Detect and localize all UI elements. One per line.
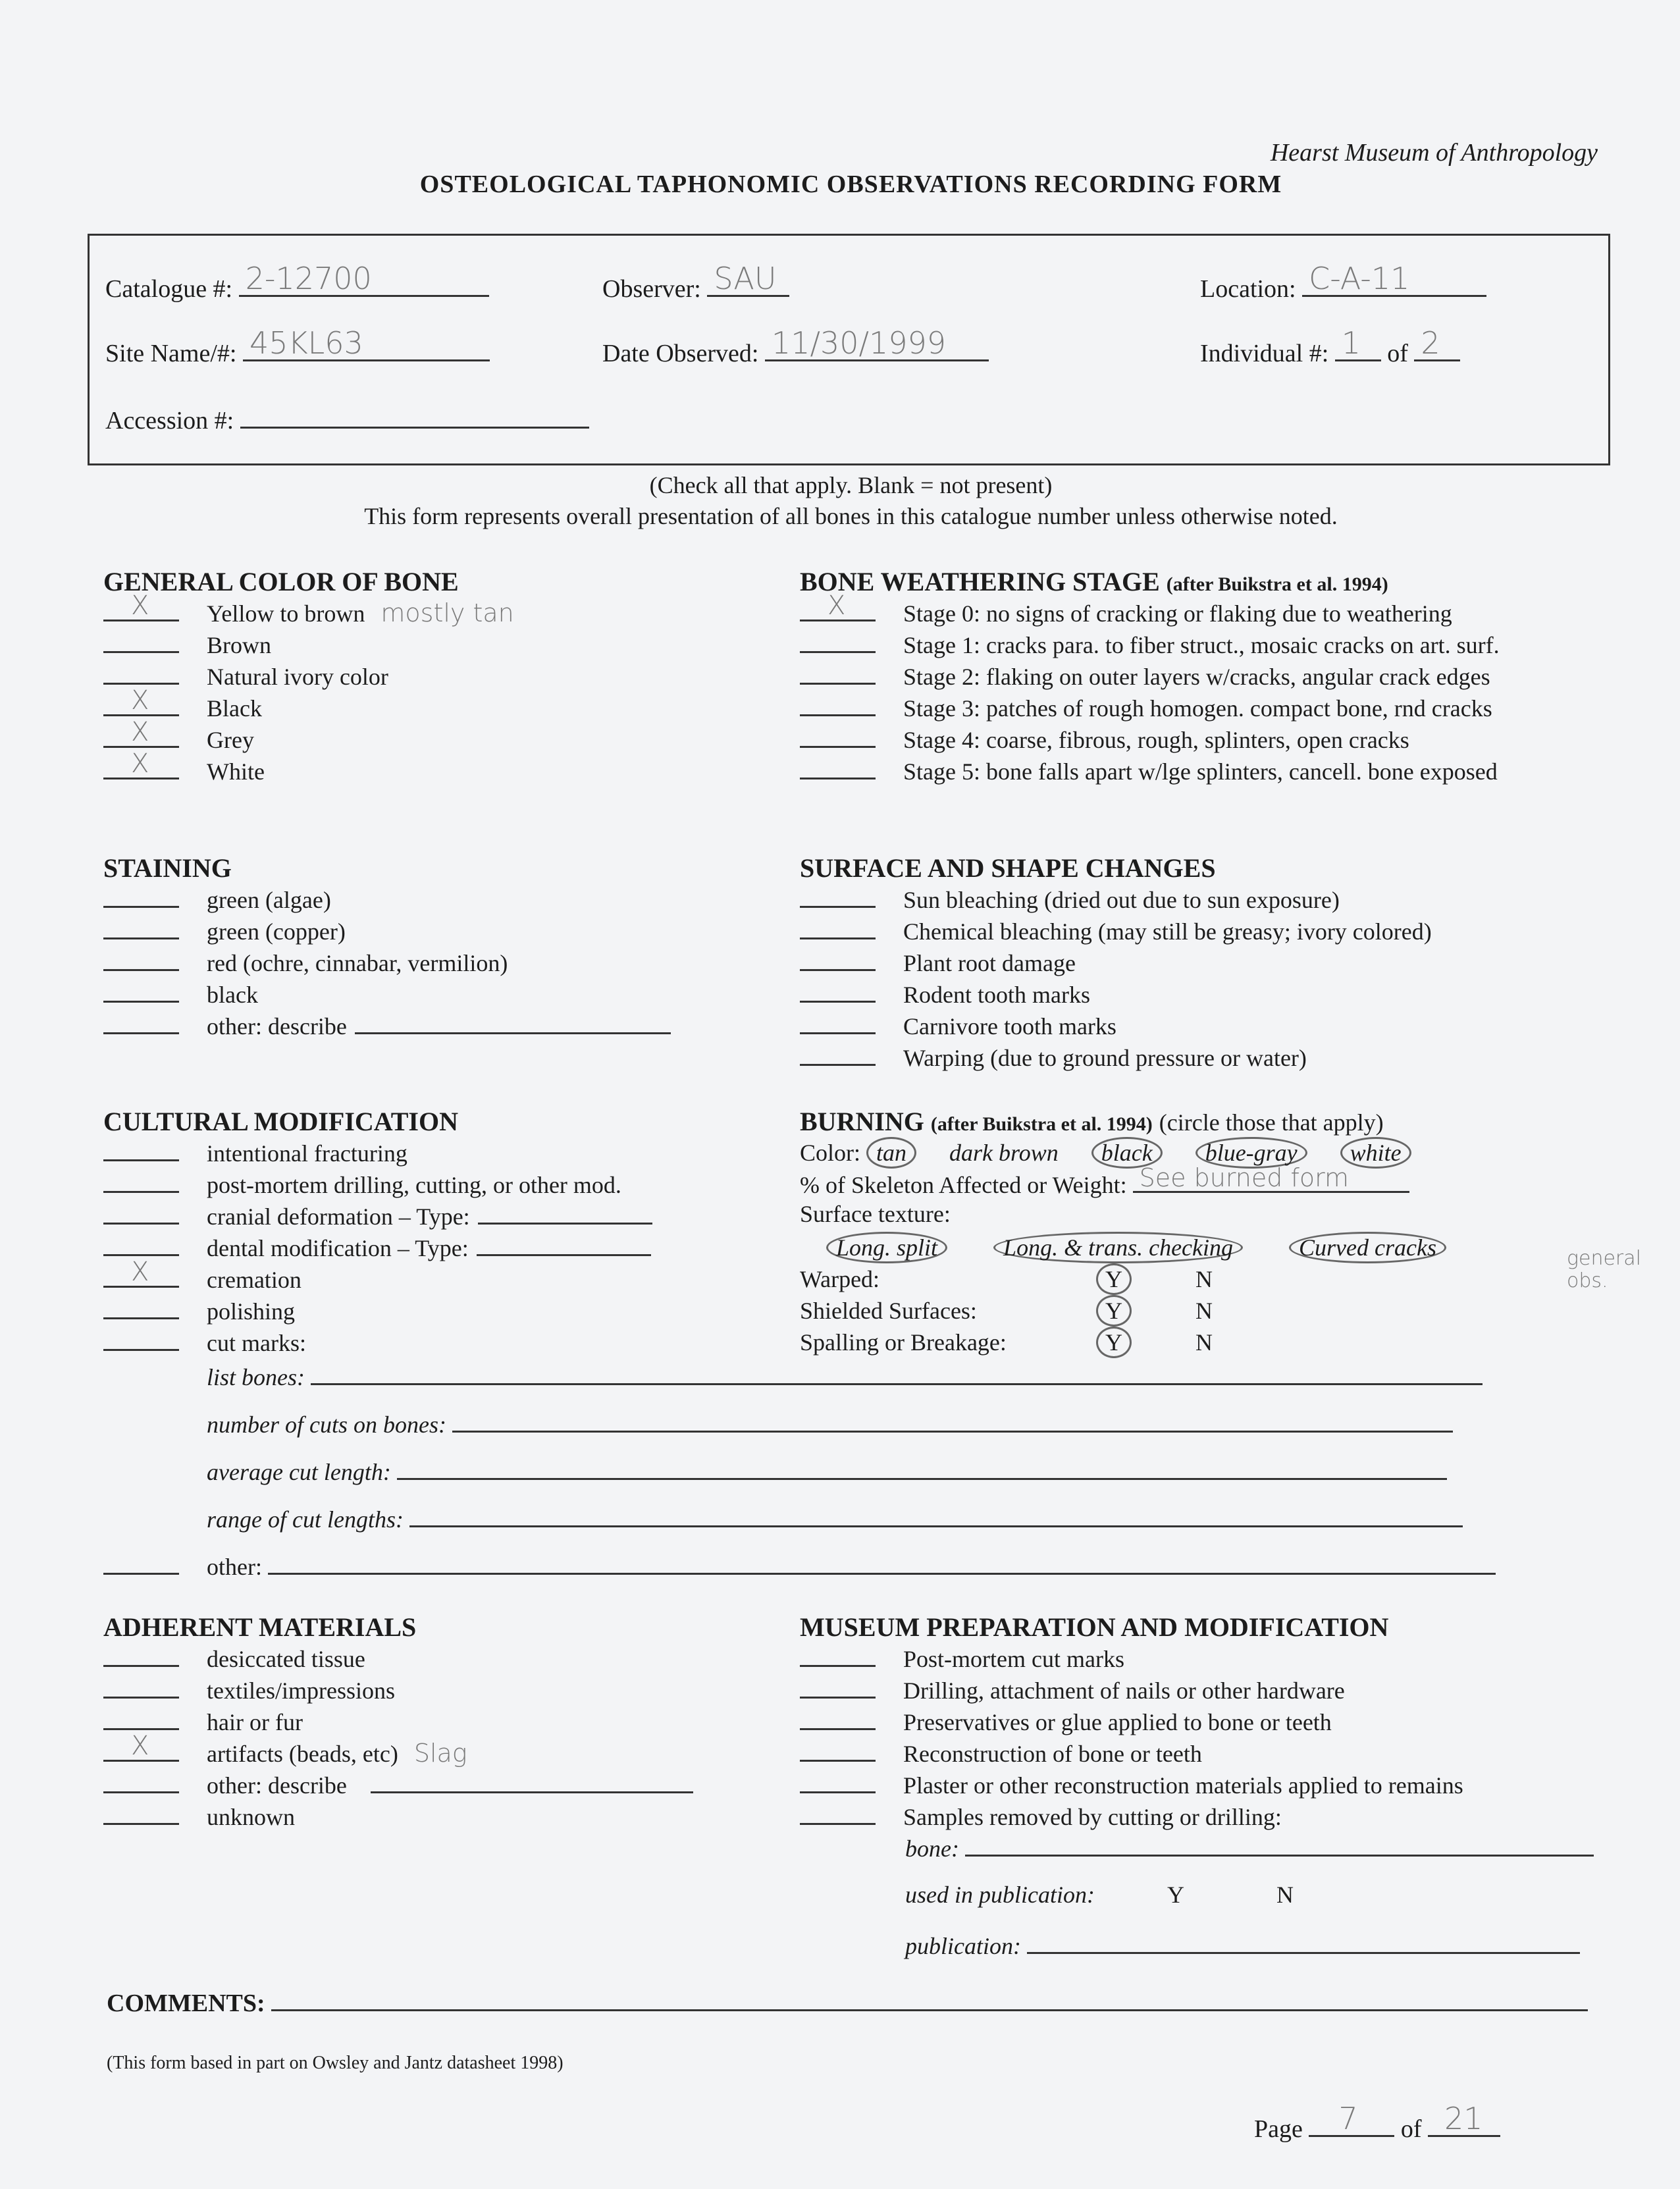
individual-value: 1 <box>1341 325 1361 361</box>
check-mark: X <box>131 591 149 621</box>
burning-section <box>800 1106 1492 1358</box>
weathering-list <box>800 591 1500 787</box>
checkbox-blank[interactable] <box>103 1327 179 1351</box>
checkbox-blank[interactable] <box>103 629 179 653</box>
item-label: desiccated tissue <box>207 1646 365 1672</box>
checklist-row <box>800 591 1500 629</box>
observer-field <box>602 261 789 303</box>
range-cut-label: range of cut lengths: <box>207 1506 404 1533</box>
item-label: Samples removed by cutting or drilling: <box>903 1804 1282 1830</box>
item-label: Stage 5: bone falls apart w/lge splinters, cancell. bone exposed <box>903 758 1498 785</box>
weathering-title-text: BONE WEATHERING STAGE <box>800 567 1160 596</box>
checkbox-blank[interactable] <box>103 685 179 716</box>
checkbox-blank[interactable] <box>800 1769 876 1793</box>
checkbox-blank[interactable] <box>800 1042 876 1066</box>
checkbox-blank[interactable] <box>800 884 876 908</box>
publication-input[interactable] <box>1027 1930 1580 1954</box>
item-label: Drilling, attachment of nails or other hardware <box>903 1677 1345 1704</box>
checkbox-blank[interactable] <box>103 1232 179 1256</box>
weathering-section <box>800 566 1500 787</box>
museum-prep-title: MUSEUM PREPARATION AND MODIFICATION <box>800 1612 1389 1642</box>
item-label: black <box>207 982 258 1008</box>
adherent-list <box>103 1643 693 1832</box>
checklist-row <box>103 1731 693 1769</box>
checkbox-blank[interactable] <box>103 884 179 908</box>
item-label: artifacts (beads, etc) <box>207 1741 398 1767</box>
burning-texture-option[interactable]: Long. & trans. checking <box>993 1232 1243 1263</box>
surface-section <box>800 853 1432 1073</box>
individual-total-input[interactable] <box>1414 325 1460 361</box>
item-label: red (ochre, cinnabar, vermilion) <box>207 950 508 976</box>
used-publication-yes[interactable]: Y <box>1167 1882 1184 1908</box>
checkbox-blank[interactable] <box>800 1674 876 1699</box>
item-label: textiles/impressions <box>207 1677 395 1704</box>
overall-note: This form represents overall presentation of all bones in this catalogue number unless otherwise noted. <box>364 503 1338 529</box>
item-label: other: describe <box>207 1772 347 1799</box>
item-label: green (copper) <box>207 918 346 945</box>
checkbox-blank[interactable] <box>103 915 179 939</box>
checkbox-blank[interactable] <box>800 591 876 621</box>
item-label: cut marks: <box>207 1330 306 1356</box>
checkbox-blank[interactable] <box>103 1706 179 1730</box>
item-label: Preservatives or glue applied to bone or teeth <box>903 1709 1332 1735</box>
staining-list <box>103 884 671 1042</box>
checklist-row <box>103 1706 693 1737</box>
catalogue-label: Catalogue #: <box>105 275 233 303</box>
individual-field <box>1200 325 1460 368</box>
burning-yn-row <box>800 1263 1492 1295</box>
observer-value: SAU <box>714 261 777 296</box>
checklist-row <box>800 1674 1594 1706</box>
checklist-row <box>800 1769 1594 1801</box>
location-label: Location: <box>1200 275 1296 303</box>
check-mark: X <box>131 717 149 747</box>
list-bones-input[interactable] <box>311 1361 1483 1385</box>
yes-option[interactable]: Y <box>1096 1327 1132 1358</box>
checklist-row <box>103 915 671 947</box>
burning-texture-option[interactable]: Long. split <box>826 1232 947 1263</box>
range-cut-input[interactable] <box>409 1503 1463 1527</box>
publication-label: publication: <box>905 1933 1021 1959</box>
checkbox-blank[interactable] <box>103 1731 179 1762</box>
checkbox-blank[interactable] <box>800 1801 876 1825</box>
range-cut-row <box>207 1503 1496 1535</box>
burning-instruction: (circle those that apply) <box>1159 1109 1384 1136</box>
general-color-title: GENERAL COLOR OF BONE <box>103 567 459 596</box>
burning-title-text: BURNING <box>800 1107 924 1136</box>
describe-input[interactable] <box>355 1010 671 1034</box>
checklist-row <box>800 724 1500 755</box>
yn-label: Warped: <box>800 1266 880 1292</box>
burning-title <box>800 1106 1492 1137</box>
describe-input[interactable] <box>478 1200 652 1225</box>
burning-percent-row <box>800 1163 1492 1200</box>
catalogue-value: 2-12700 <box>245 261 372 296</box>
checkbox-blank[interactable] <box>103 749 179 779</box>
burning-yn-row <box>800 1295 1492 1327</box>
checkbox-blank[interactable] <box>800 978 876 1003</box>
used-publication-row <box>905 1881 1594 1912</box>
item-label: Plant root damage <box>903 950 1076 976</box>
yn-label: Spalling or Breakage: <box>800 1329 1007 1356</box>
checklist-row <box>800 884 1432 915</box>
checkbox-blank[interactable] <box>800 1643 876 1667</box>
avg-cut-label: average cut length: <box>207 1459 391 1485</box>
burning-color-option[interactable]: white <box>1340 1137 1411 1169</box>
handwritten-note: mostly tan <box>381 598 514 627</box>
location-value: C-A-11 <box>1309 261 1410 296</box>
cultural-other-input[interactable] <box>268 1550 1496 1575</box>
comments-row <box>107 1987 1588 2018</box>
checkbox-blank[interactable] <box>800 692 876 716</box>
burning-color-option[interactable]: blue-gray <box>1195 1137 1307 1169</box>
museum-prep-list <box>800 1643 1594 1832</box>
yes-option[interactable]: Y <box>1096 1263 1132 1295</box>
item-label: Stage 1: cracks para. to fiber struct., mosaic cracks on art. surf. <box>903 632 1500 658</box>
location-input[interactable] <box>1302 261 1486 297</box>
checklist-row <box>800 1042 1432 1073</box>
checkbox-blank[interactable] <box>103 1801 179 1825</box>
burning-color-option[interactable]: dark brown <box>949 1140 1059 1166</box>
staining-title: STAINING <box>103 853 232 883</box>
general-color-list <box>103 591 514 787</box>
checklist-row <box>800 947 1432 978</box>
no-option[interactable]: N <box>1195 1298 1213 1324</box>
item-label: dental modification – Type: <box>207 1235 469 1261</box>
item-label: Grey <box>207 727 254 753</box>
item-label: polishing <box>207 1298 296 1325</box>
check-mark: X <box>131 1731 149 1761</box>
weathering-title <box>800 566 1500 597</box>
bone-label: bone: <box>905 1835 959 1862</box>
page-total-input[interactable] <box>1428 2101 1500 2137</box>
burning-texture-options <box>826 1232 1492 1263</box>
check-note: (Check all that apply. Blank = not present) <box>649 472 1053 498</box>
item-label: cranial deformation – Type: <box>207 1203 470 1230</box>
checklist-row <box>103 1769 693 1801</box>
cultural-other-row <box>103 1550 1496 1582</box>
checklist-row <box>800 629 1500 660</box>
no-option[interactable]: N <box>1195 1329 1213 1356</box>
checkbox-blank[interactable] <box>103 1674 179 1699</box>
individual-total: 2 <box>1421 325 1440 361</box>
checklist-row <box>800 1643 1594 1674</box>
burning-yn-list <box>800 1263 1492 1358</box>
checklist-row <box>800 660 1500 692</box>
checklist-row <box>800 915 1432 947</box>
location-field <box>1200 261 1486 303</box>
checklist-row <box>103 1010 671 1042</box>
adherent-title: ADHERENT MATERIALS <box>103 1612 417 1642</box>
burning-color-options <box>866 1140 1444 1166</box>
checkbox-blank[interactable] <box>103 717 179 748</box>
item-label: Stage 4: coarse, fibrous, rough, splinters, open cracks <box>903 727 1409 753</box>
weathering-subtitle: (after Buikstra et al. 1994) <box>1166 573 1388 595</box>
describe-input[interactable] <box>371 1769 693 1793</box>
item-label: green (algae) <box>207 887 331 913</box>
item-label: Stage 2: flaking on outer layers w/cracks, angular crack edges <box>903 664 1490 690</box>
site-label: Site Name/#: <box>105 340 237 367</box>
burning-texture-label: Surface texture: <box>800 1201 951 1227</box>
checklist-row <box>800 755 1500 787</box>
checkbox-blank[interactable] <box>103 1137 179 1161</box>
item-label: Black <box>207 695 262 722</box>
page-of: of <box>1400 2115 1422 2143</box>
site-value: 45KL63 <box>249 325 363 361</box>
comments-input[interactable] <box>271 1987 1588 2011</box>
item-label: unknown <box>207 1804 295 1830</box>
adherent-section <box>103 1612 693 1832</box>
yn-label: Shielded Surfaces: <box>800 1298 977 1324</box>
checklist-row <box>103 884 671 915</box>
used-publication-no[interactable]: N <box>1276 1882 1294 1908</box>
staining-section <box>103 853 671 1042</box>
checkbox-blank[interactable] <box>800 915 876 939</box>
site-input[interactable] <box>243 325 490 361</box>
item-label: post-mortem drilling, cutting, or other mod. <box>207 1172 621 1198</box>
list-bones-label: list bones: <box>207 1364 305 1390</box>
checklist-row <box>103 660 514 692</box>
cultural-title: CULTURAL MODIFICATION <box>103 1107 458 1136</box>
date-field <box>602 325 989 368</box>
item-label: White <box>207 758 265 785</box>
checkbox-blank[interactable] <box>800 629 876 653</box>
checkbox-blank[interactable] <box>103 1169 179 1193</box>
burning-percent-value: See burned form <box>1139 1163 1350 1192</box>
surface-list <box>800 884 1432 1073</box>
item-label: Brown <box>207 632 271 658</box>
form-credit: (This form based in part on Owsley and Jantz datasheet 1998) <box>107 2053 564 2073</box>
used-publication-label: used in publication: <box>905 1882 1095 1908</box>
publication-row <box>905 1930 1594 1961</box>
individual-of: of <box>1387 340 1408 367</box>
comments-label: COMMENTS: <box>107 1990 265 2017</box>
checklist-row <box>800 1010 1432 1042</box>
burning-subtitle: (after Buikstra et al. 1994) <box>930 1113 1153 1135</box>
describe-input[interactable] <box>477 1232 651 1256</box>
checkbox-blank[interactable] <box>103 1257 179 1288</box>
checkbox-blank[interactable] <box>103 1769 179 1793</box>
checkbox-blank[interactable] <box>103 1200 179 1225</box>
accession-input[interactable] <box>240 402 589 429</box>
cultural-other-label: other: <box>207 1554 262 1580</box>
date-input[interactable] <box>765 325 989 361</box>
item-label: Sun bleaching (dried out due to sun exposure) <box>903 887 1340 913</box>
checklist-row <box>103 591 514 629</box>
checkbox-blank[interactable] <box>103 947 179 971</box>
num-cuts-input[interactable] <box>452 1408 1453 1433</box>
individual-input[interactable] <box>1335 325 1381 361</box>
burning-color-option[interactable]: tan <box>866 1137 916 1169</box>
checklist-row <box>103 1801 693 1832</box>
date-label: Date Observed: <box>602 340 759 367</box>
avg-cut-input[interactable] <box>397 1456 1447 1480</box>
page-value: 7 <box>1338 2101 1358 2136</box>
item-label: Chemical bleaching (may still be greasy; ivory colored) <box>903 918 1432 945</box>
checkbox-blank[interactable] <box>103 591 179 621</box>
checkbox-blank[interactable] <box>800 724 876 748</box>
burning-percent-input[interactable] <box>1133 1163 1409 1193</box>
bone-row <box>905 1832 1594 1864</box>
cultural-other-checkbox[interactable] <box>103 1550 179 1575</box>
burning-yn-row <box>800 1327 1492 1358</box>
checkbox-blank[interactable] <box>103 1643 179 1667</box>
item-label: Stage 0: no signs of cracking or flaking due to weathering <box>903 600 1452 627</box>
item-label: Warping (due to ground pressure or water) <box>903 1045 1307 1071</box>
checklist-row <box>103 749 514 787</box>
page-number <box>1254 2101 1500 2144</box>
bone-input[interactable] <box>965 1832 1594 1857</box>
item-label: cremation <box>207 1267 302 1293</box>
checklist-row <box>103 978 671 1010</box>
check-mark: X <box>827 591 846 621</box>
checkbox-blank[interactable] <box>103 660 179 685</box>
checkbox-blank[interactable] <box>800 660 876 685</box>
checklist-row <box>103 685 514 724</box>
checklist-row <box>103 629 514 660</box>
no-option[interactable]: N <box>1195 1266 1213 1292</box>
num-cuts-row <box>207 1408 1496 1440</box>
checkbox-blank[interactable] <box>800 947 876 971</box>
item-label: Reconstruction of bone or teeth <box>903 1741 1202 1767</box>
checklist-row <box>800 692 1500 724</box>
accession-label: Accession #: <box>105 407 234 435</box>
burning-color-option[interactable]: black <box>1091 1137 1163 1169</box>
item-label: other: describe <box>207 1013 347 1040</box>
item-label: Stage 3: patches of rough homogen. compact bone, rnd cracks <box>903 695 1492 722</box>
form-title: OSTEOLOGICAL TAPHONOMIC OBSERVATIONS RECORDING FORM <box>419 171 1282 198</box>
checkbox-blank[interactable] <box>103 1010 179 1034</box>
yes-option[interactable]: Y <box>1096 1295 1132 1327</box>
burning-texture-option[interactable]: Curved cracks <box>1289 1232 1446 1263</box>
burning-percent-label: % of Skeleton Affected or Weight: <box>800 1172 1127 1198</box>
item-label: Plaster or other reconstruction materials applied to remains <box>903 1772 1463 1799</box>
checklist-row <box>800 978 1432 1010</box>
checkbox-blank[interactable] <box>103 1295 179 1319</box>
page-total: 21 <box>1444 2101 1483 2136</box>
page-label: Page <box>1254 2115 1303 2143</box>
observer-label: Observer: <box>602 275 701 303</box>
checklist-row <box>800 1737 1594 1769</box>
catalogue-input[interactable] <box>239 261 489 297</box>
checklist-row <box>103 717 514 755</box>
page-input[interactable] <box>1309 2101 1394 2137</box>
checklist-row <box>103 1674 693 1706</box>
checkbox-blank[interactable] <box>800 755 876 779</box>
burning-color-label: Color: <box>800 1140 861 1166</box>
date-value: 11/30/1999 <box>771 325 947 361</box>
check-mark: X <box>131 685 149 716</box>
item-label: intentional fracturing <box>207 1140 407 1167</box>
burning-texture-row <box>800 1200 1492 1232</box>
item-label: hair or fur <box>207 1709 303 1735</box>
item-label: Post-mortem cut marks <box>903 1646 1124 1672</box>
checkbox-blank[interactable] <box>800 1706 876 1730</box>
checkbox-blank[interactable] <box>103 978 179 1003</box>
accession-field <box>105 402 589 435</box>
checklist-row <box>800 1706 1594 1737</box>
checklist-row <box>800 1801 1594 1832</box>
observer-input[interactable] <box>707 261 789 297</box>
handwritten-note: Slag <box>413 1739 467 1768</box>
checkbox-blank[interactable] <box>800 1737 876 1762</box>
check-mark: X <box>131 749 149 779</box>
checkbox-blank[interactable] <box>800 1010 876 1034</box>
museum-prep-section <box>800 1612 1594 1961</box>
site-field <box>105 325 490 368</box>
surface-title: SURFACE AND SHAPE CHANGES <box>800 853 1216 883</box>
list-bones-row <box>207 1361 1496 1392</box>
general-obs-note: general obs. <box>1567 1247 1641 1292</box>
item-label: Yellow to brown <box>207 600 365 627</box>
general-color-section <box>103 566 514 787</box>
checklist-row <box>103 1643 693 1674</box>
item-label: Natural ivory color <box>207 664 388 690</box>
individual-label: Individual #: <box>1200 340 1329 367</box>
checklist-row <box>103 947 671 978</box>
item-label: Carnivore tooth marks <box>903 1013 1116 1040</box>
num-cuts-label: number of cuts on bones: <box>207 1411 446 1438</box>
catalogue-field <box>105 261 489 303</box>
museum-name: Hearst Museum of Anthropology <box>1270 139 1598 167</box>
avg-cut-row <box>207 1456 1496 1487</box>
item-label: Rodent tooth marks <box>903 982 1090 1008</box>
check-mark: X <box>131 1257 149 1287</box>
